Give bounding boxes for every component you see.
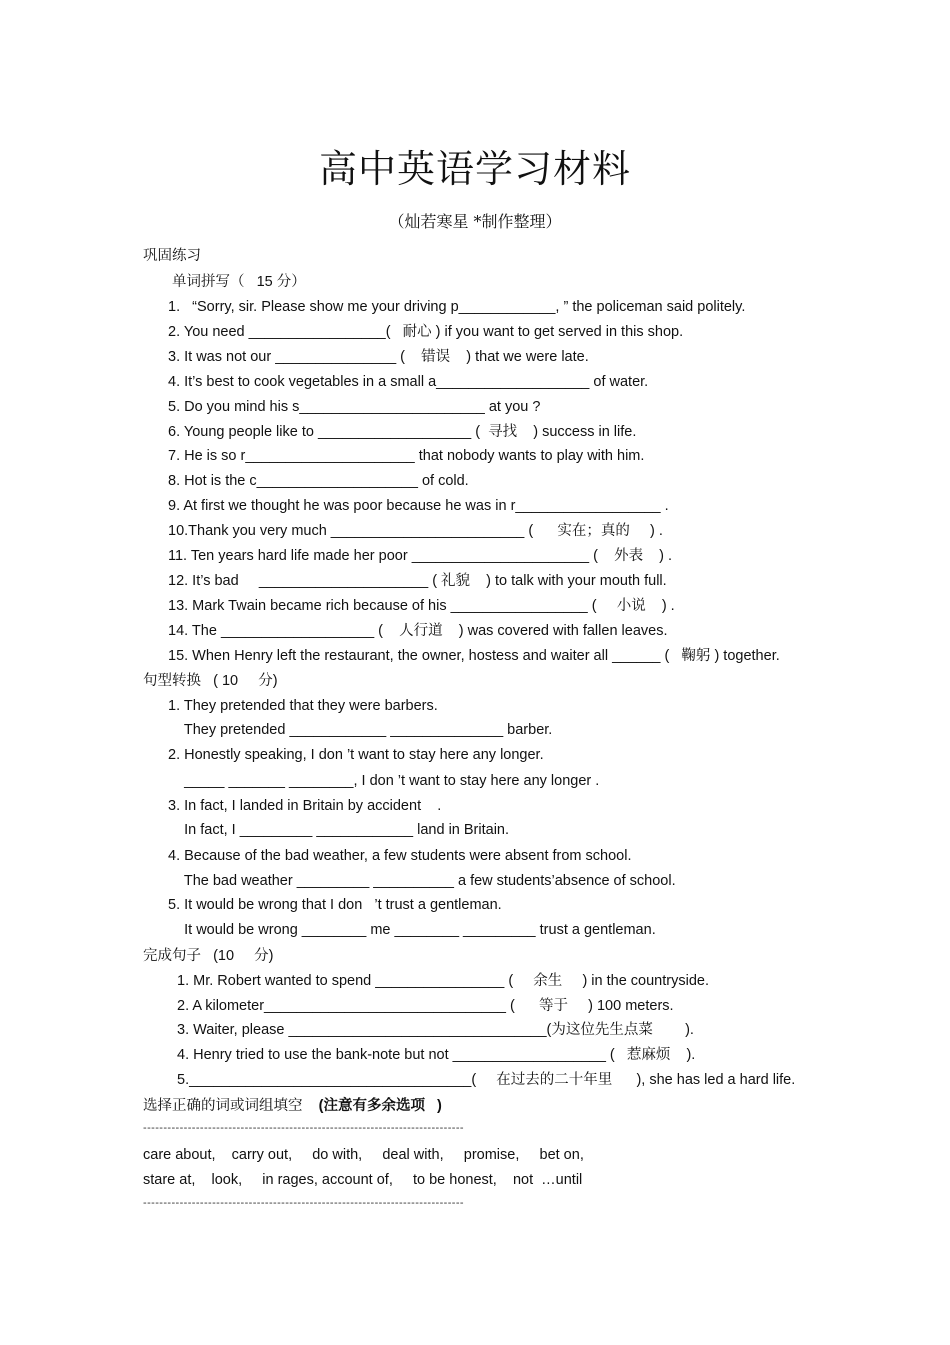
- complete-line-2: 2. A kilometer______________________________ ( 等于 ) 100 meters.: [177, 998, 674, 1014]
- transform-line-1: 1. They pretended that they were barbers.: [168, 698, 438, 714]
- transform-line-3: 2. Honestly speaking, I don ’t want to stay here any longer.: [168, 747, 544, 763]
- spelling-item-7: 7. He is so r_____________________ that nobody wants to play with him.: [168, 448, 645, 464]
- transform-line-4: _____ _______ ________, I don ’t want to stay here any longer .: [168, 773, 600, 789]
- spelling-item-14: 14. The ___________________ ( 人行道 ) was covered with fallen leaves.: [168, 623, 668, 639]
- document-subtitle: （灿若寒星 *制作整理）: [388, 212, 562, 231]
- options-line-2: stare at, look, in rages, account of, to be honest, not …until: [143, 1172, 583, 1188]
- spelling-item-3: 3. It was not our _______________ ( 错误 ) that we were late.: [168, 349, 589, 365]
- spelling-item-13: 13. Mark Twain became rich because of his _________________ ( 小说 ) .: [168, 598, 675, 614]
- spelling-item-11: 11. Ten years hard life made her poor ______________________ ( 外表 ) .: [168, 548, 673, 564]
- spelling-item-8: 8. Hot is the c____________________ of cold.: [168, 473, 469, 489]
- complete-heading: 完成句子 (10 分): [143, 948, 274, 964]
- complete-line-3: 3. Waiter, please ________________________________(为这位先生点菜 ).: [177, 1022, 694, 1038]
- options-line-1: care about, carry out, do with, deal with, promise, bet on,: [143, 1147, 584, 1163]
- complete-line-5: 5.___________________________________( 在过去的二十年里 ), she has led a hard life.: [177, 1072, 796, 1088]
- choose-heading: [143, 1094, 442, 1115]
- spelling-item-12: 12. It’s bad _____________________ ( 礼貌 ) to talk with your mouth full.: [168, 573, 667, 589]
- transform-line-5: 3. In fact, I landed in Britain by accident .: [168, 798, 442, 814]
- spelling-item-15: 15. When Henry left the restaurant, the owner, hostess and waiter all ______ ( 鞠躬 ) together.: [168, 648, 780, 664]
- transform-line-10: It would be wrong ________ me ________ _________ trust a gentleman.: [168, 922, 656, 938]
- complete-line-4: 4. Henry tried to use the bank-note but not ___________________ ( 惹麻烦 ).: [177, 1047, 696, 1063]
- separator-bottom: -------------------------------------------------------------------------------: [143, 1197, 464, 1209]
- transform-line-8: The bad weather _________ __________ a few students’absence of school.: [168, 873, 676, 889]
- choose-heading-note: (注意有多余选项 ): [318, 1098, 442, 1114]
- transform-line-7: 4. Because of the bad weather, a few students were absent from school.: [168, 848, 632, 864]
- separator-top: -------------------------------------------------------------------------------: [143, 1122, 464, 1134]
- spelling-item-10: 10.Thank you very much ________________________ ( 实在；真的 ) .: [168, 523, 663, 539]
- document-title: 高中英语学习材料: [318, 147, 631, 191]
- spelling-item-4: 4. It’s best to cook vegetables in a small a___________________ of water.: [168, 374, 649, 390]
- transform-heading: 句型转换 ( 10 分): [143, 673, 278, 689]
- choose-heading-label: 选择正确的词或词组填空: [143, 1098, 303, 1114]
- transform-line-9: 5. It would be wrong that I don ’t trust a gentleman.: [168, 897, 502, 913]
- spelling-item-2: 2. You need _________________( 耐心 ) if you want to get served in this shop.: [168, 324, 684, 340]
- complete-line-1: 1. Mr. Robert wanted to spend ________________ ( 余生 ) in the countryside.: [177, 973, 709, 989]
- spelling-item-9: 9. At first we thought he was poor because he was in r__________________ .: [168, 498, 669, 514]
- transform-line-6: In fact, I _________ ____________ land in Britain.: [168, 822, 510, 838]
- spelling-item-5: 5. Do you mind his s_______________________ at you ?: [168, 399, 541, 415]
- spelling-item-6: 6. Young people like to ___________________ ( 寻找 ) success in life.: [168, 424, 637, 440]
- spelling-heading: 单词拼写（ 15 分）: [172, 274, 306, 290]
- section-practice-heading: 巩固练习: [143, 248, 201, 264]
- transform-line-2: They pretended ____________ ______________ barber.: [168, 722, 553, 738]
- spelling-item-1: 1. “Sorry, sir. Please show me your driving p____________, ” the policeman said politely.: [168, 299, 746, 315]
